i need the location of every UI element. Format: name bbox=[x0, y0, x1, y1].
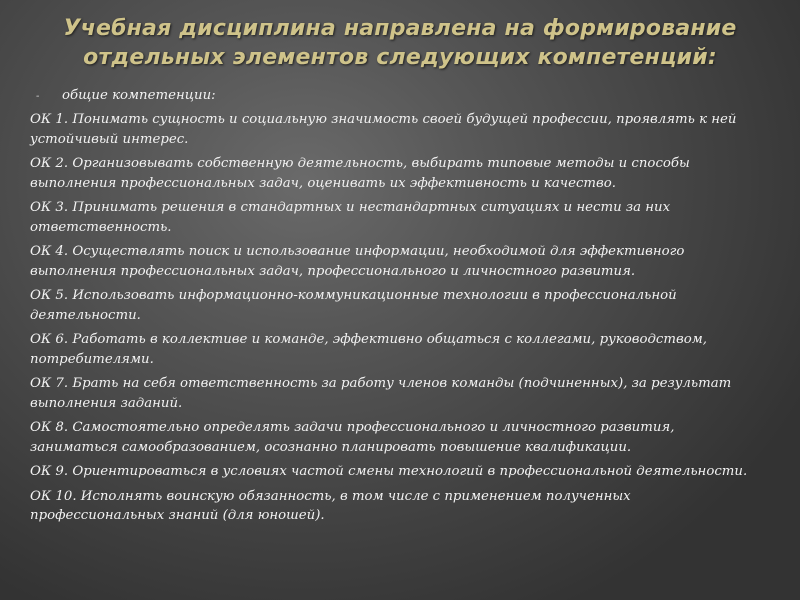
competency-line-2: выполнения заданий. bbox=[30, 395, 183, 411]
competency-line-1: ОК 9. Ориентироваться в условиях частой смены технологий в профессиональной деятельности. bbox=[30, 464, 748, 479]
competency-item bbox=[30, 154, 782, 193]
competency-line-1: ОК 10. Исполнять воинскую обязанность, в том числе с применением полученных bbox=[30, 488, 631, 504]
competency-item bbox=[30, 487, 782, 526]
competency-item bbox=[30, 462, 782, 482]
competency-item bbox=[30, 242, 782, 281]
competency-line-2: потребителями. bbox=[30, 351, 154, 367]
competency-line-2: выполнения профессиональных задач, оценивать их эффективность и качество. bbox=[30, 175, 616, 191]
competency-item bbox=[30, 418, 782, 457]
competency-line-1: ОК 8. Самостоятельно определять задачи профессионального и личностного развития, bbox=[30, 420, 675, 435]
competency-line-1: ОК 1. Понимать сущность и социальную значимость своей будущей профессии, проявлять к ней bbox=[30, 112, 737, 127]
title-line-2: отдельных элементов следующих компетенций: bbox=[83, 45, 717, 70]
competency-line-2: устойчивый интерес. bbox=[30, 131, 189, 147]
slide-title bbox=[20, 14, 780, 72]
competency-item bbox=[30, 374, 782, 413]
competency-item bbox=[30, 198, 782, 237]
competency-line-2: заниматься самообразованием, осознанно планировать повышение квалификации. bbox=[30, 439, 632, 455]
competency-line-1: ОК 6. Работать в коллективе и команде, эффективно общаться с коллегами, руководством, bbox=[30, 332, 707, 347]
competencies-list bbox=[30, 86, 782, 531]
competency-line-1: ОК 7. Брать на себя ответственность за работу членов команды (подчиненных), за результат bbox=[30, 376, 732, 391]
sub-heading: общие компетенции: bbox=[62, 88, 216, 103]
competency-line-2: профессиональных знаний (для юношей). bbox=[30, 508, 325, 523]
competency-line-1: ОК 5. Использовать информационно-коммуникационные технологии в профессиональной bbox=[30, 288, 677, 303]
competency-line-2: выполнения профессиональных задач, профессионального и личностного развития. bbox=[30, 263, 636, 279]
title-line-1: Учебная дисциплина направлена на формирование bbox=[63, 16, 737, 41]
competency-line-1: ОК 2. Организовывать собственную деятельность, выбирать типовые методы и способы bbox=[30, 156, 690, 171]
competency-item bbox=[30, 286, 782, 325]
competency-line-2: деятельности. bbox=[30, 307, 141, 323]
competency-item bbox=[30, 330, 782, 369]
competency-item bbox=[30, 110, 782, 149]
competency-line-2: ответственность. bbox=[30, 219, 172, 235]
sub-heading-row bbox=[30, 86, 782, 106]
competency-line-1: ОК 3. Принимать решения в стандартных и нестандартных ситуациях и нести за них bbox=[30, 200, 671, 215]
competency-line-1: ОК 4. Осуществлять поиск и использование информации, необходимой для эффективного bbox=[30, 244, 685, 259]
dash-bullet: - bbox=[36, 91, 40, 102]
